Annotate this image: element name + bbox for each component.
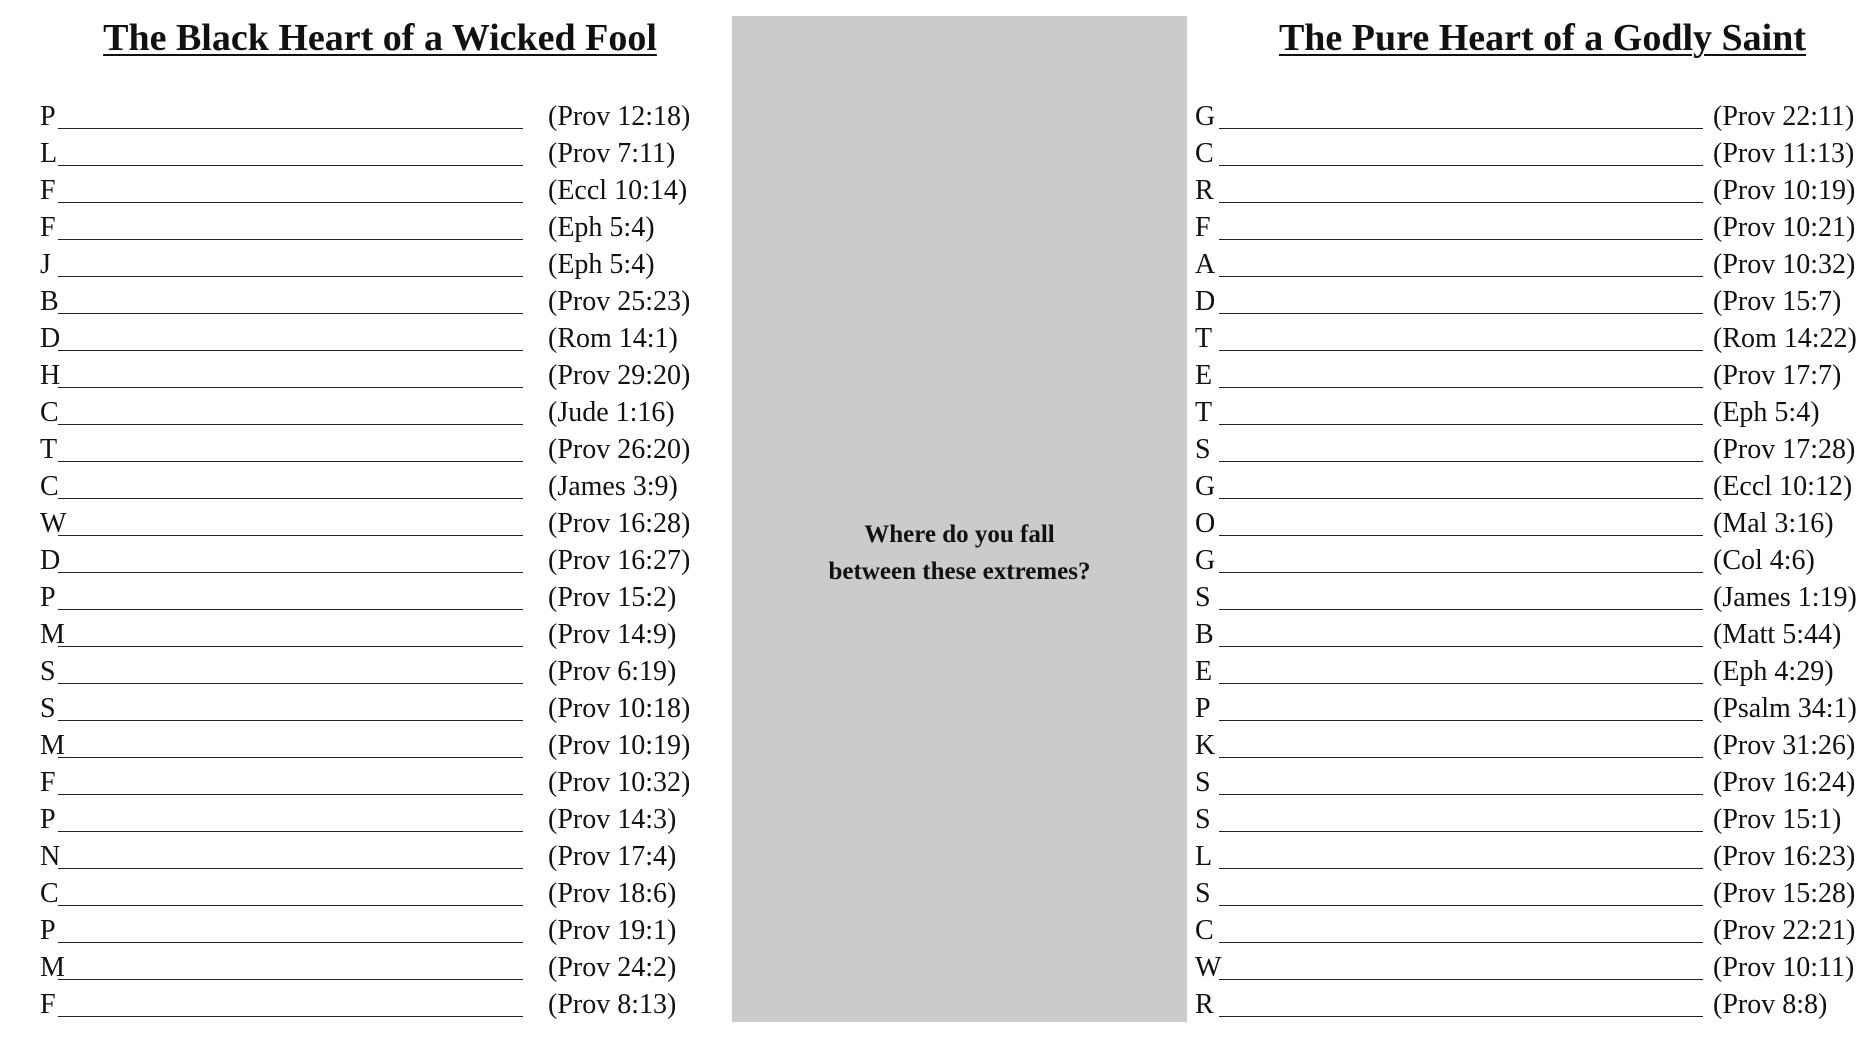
initial-letter: S (1195, 878, 1211, 909)
initial-letter: J (40, 249, 51, 280)
list-item (40, 801, 700, 838)
answer-blank[interactable] (1219, 128, 1703, 129)
initial-letter: N (40, 841, 61, 872)
scripture-reference: (Prov 14:9) (548, 619, 677, 650)
list-item (40, 209, 700, 246)
scripture-reference: (Prov 10:18) (548, 693, 691, 724)
answer-blank[interactable] (58, 1016, 523, 1017)
scripture-reference: (Prov 14:3) (548, 804, 677, 835)
answer-blank[interactable] (58, 165, 523, 166)
initial-letter: M (40, 619, 65, 650)
scripture-reference: (Prov 10:11) (1713, 952, 1855, 983)
list-item (1195, 357, 1855, 394)
initial-letter: M (40, 730, 65, 761)
answer-blank[interactable] (1219, 646, 1703, 647)
answer-blank[interactable] (1219, 461, 1703, 462)
scripture-reference: (James 1:19) (1713, 582, 1857, 613)
scripture-reference: (Prov 10:32) (548, 767, 691, 798)
list-item (40, 986, 700, 1023)
scripture-reference: (Prov 24:2) (548, 952, 677, 983)
initial-letter: S (40, 656, 56, 687)
answer-blank[interactable] (58, 535, 523, 536)
answer-blank[interactable] (58, 461, 523, 462)
list-item (40, 653, 700, 690)
initial-letter: R (1195, 175, 1214, 206)
initial-letter: C (40, 471, 59, 502)
initial-letter: M (40, 952, 65, 983)
scripture-reference: (Prov 29:20) (548, 360, 691, 391)
initial-letter: O (1195, 508, 1216, 539)
list-item (1195, 875, 1855, 912)
scripture-reference: (Prov 16:28) (548, 508, 691, 539)
answer-blank[interactable] (1219, 387, 1703, 388)
answer-blank[interactable] (1219, 1016, 1703, 1017)
answer-blank[interactable] (1219, 350, 1703, 351)
initial-letter: G (1195, 471, 1216, 502)
initial-letter: A (1195, 249, 1216, 280)
answer-blank[interactable] (58, 683, 523, 684)
initial-letter: T (1195, 397, 1213, 428)
answer-blank[interactable] (1219, 868, 1703, 869)
answer-blank[interactable] (58, 276, 523, 277)
scripture-reference: (Prov 15:28) (1713, 878, 1856, 909)
godly-saint-title: The Pure Heart of a Godly Saint (1278, 17, 1807, 59)
list-item (40, 764, 700, 801)
list-item (1195, 838, 1855, 875)
list-item (40, 357, 700, 394)
answer-blank[interactable] (58, 794, 523, 795)
scripture-reference: (Eph 5:4) (1713, 397, 1820, 428)
initial-letter: F (40, 767, 56, 798)
list-item (40, 949, 700, 986)
scripture-reference: (Prov 15:1) (1713, 804, 1842, 835)
scripture-reference: (Prov 17:4) (548, 841, 677, 872)
list-item (40, 431, 700, 468)
list-item (1195, 505, 1855, 542)
initial-letter: W (40, 508, 67, 539)
initial-letter: P (40, 804, 56, 835)
scripture-reference: (Prov 11:13) (1713, 138, 1855, 169)
wicked-fool-list (40, 98, 700, 1023)
answer-blank[interactable] (58, 979, 523, 980)
scripture-reference: (Prov 8:8) (1713, 989, 1828, 1020)
answer-blank[interactable] (58, 868, 523, 869)
answer-blank[interactable] (58, 757, 523, 758)
list-item (1195, 283, 1855, 320)
initial-letter: F (40, 175, 56, 206)
answer-blank[interactable] (58, 350, 523, 351)
scripture-reference: (Prov 10:19) (1713, 175, 1856, 206)
list-item (1195, 209, 1855, 246)
scripture-reference: (Prov 12:18) (548, 101, 691, 132)
answer-blank[interactable] (58, 239, 523, 240)
answer-blank[interactable] (1219, 202, 1703, 203)
initial-letter: C (40, 878, 59, 909)
answer-blank[interactable] (58, 572, 523, 573)
answer-blank[interactable] (58, 387, 523, 388)
answer-blank[interactable] (1219, 942, 1703, 943)
answer-blank[interactable] (1219, 979, 1703, 980)
answer-blank[interactable] (1219, 572, 1703, 573)
scripture-reference: (Rom 14:22) (1713, 323, 1857, 354)
scripture-reference: (Prov 19:1) (548, 915, 677, 946)
list-item (1195, 727, 1855, 764)
list-item (40, 616, 700, 653)
scripture-reference: (Prov 7:11) (548, 138, 676, 169)
answer-blank[interactable] (1219, 165, 1703, 166)
answer-blank[interactable] (58, 609, 523, 610)
answer-blank[interactable] (58, 831, 523, 832)
list-item (1195, 394, 1855, 431)
list-item (40, 98, 700, 135)
list-item (1195, 98, 1855, 135)
scripture-reference: (Prov 25:23) (548, 286, 691, 317)
scripture-reference: (Col 4:6) (1713, 545, 1815, 576)
answer-blank[interactable] (1219, 535, 1703, 536)
list-item (1195, 172, 1855, 209)
list-item (1195, 986, 1855, 1023)
answer-blank[interactable] (1219, 498, 1703, 499)
initial-letter: P (40, 582, 56, 613)
scripture-reference: (Prov 15:7) (1713, 286, 1842, 317)
scripture-reference: (Mal 3:16) (1713, 508, 1834, 539)
scripture-reference: (Prov 22:21) (1713, 915, 1856, 946)
answer-blank[interactable] (58, 313, 523, 314)
initial-letter: S (1195, 804, 1211, 835)
initial-letter: F (1195, 212, 1211, 243)
answer-blank[interactable] (1219, 905, 1703, 906)
scripture-reference: (Eccl 10:12) (1713, 471, 1853, 502)
initial-letter: L (40, 138, 58, 169)
answer-blank[interactable] (1219, 720, 1703, 721)
scripture-reference: (James 3:9) (548, 471, 678, 502)
list-item (40, 394, 700, 431)
initial-letter: B (1195, 619, 1214, 650)
scripture-reference: (Jude 1:16) (548, 397, 675, 428)
initial-letter: P (40, 915, 56, 946)
list-item (40, 246, 700, 283)
scripture-reference: (Eph 5:4) (548, 212, 655, 243)
initial-letter: C (1195, 138, 1214, 169)
list-item (40, 727, 700, 764)
list-item (40, 542, 700, 579)
scripture-reference: (Matt 5:44) (1713, 619, 1842, 650)
initial-letter: T (40, 434, 58, 465)
middle-question (732, 516, 1187, 590)
list-item (40, 838, 700, 875)
list-item (1195, 690, 1855, 727)
list-item (1195, 431, 1855, 468)
scripture-reference: (Rom 14:1) (548, 323, 678, 354)
scripture-reference: (Prov 16:24) (1713, 767, 1856, 798)
answer-blank[interactable] (1219, 609, 1703, 610)
scripture-reference: (Prov 16:27) (548, 545, 691, 576)
list-item (40, 912, 700, 949)
initial-letter: H (40, 360, 61, 391)
list-item (1195, 653, 1855, 690)
initial-letter: D (1195, 286, 1216, 317)
initial-letter: K (1195, 730, 1216, 761)
initial-letter: P (1195, 693, 1211, 724)
list-item (40, 875, 700, 912)
answer-blank[interactable] (58, 424, 523, 425)
list-item (40, 505, 700, 542)
list-item (1195, 801, 1855, 838)
scripture-reference: (Prov 31:26) (1713, 730, 1856, 761)
answer-blank[interactable] (58, 646, 523, 647)
scripture-reference: (Prov 6:19) (548, 656, 677, 687)
list-item (1195, 320, 1855, 357)
answer-blank[interactable] (1219, 757, 1703, 758)
initial-letter: C (40, 397, 59, 428)
wicked-fool-title: The Black Heart of a Wicked Fool (103, 17, 657, 59)
answer-blank[interactable] (1219, 683, 1703, 684)
answer-blank[interactable] (1219, 831, 1703, 832)
list-item (1195, 468, 1855, 505)
scripture-reference: (Prov 10:19) (548, 730, 691, 761)
answer-blank[interactable] (58, 202, 523, 203)
scripture-reference: (Prov 10:21) (1713, 212, 1856, 243)
list-item (1195, 246, 1855, 283)
initial-letter: G (1195, 545, 1216, 576)
list-item (40, 283, 700, 320)
scripture-reference: (Eccl 10:14) (548, 175, 688, 206)
initial-letter: P (40, 101, 56, 132)
initial-letter: F (40, 989, 56, 1020)
initial-letter: S (40, 693, 56, 724)
initial-letter: T (1195, 323, 1213, 354)
godly-saint-list (1195, 98, 1855, 1023)
middle-panel (732, 16, 1187, 1022)
scripture-reference: (Prov 26:20) (548, 434, 691, 465)
list-item (40, 579, 700, 616)
answer-blank[interactable] (1219, 424, 1703, 425)
answer-blank[interactable] (58, 128, 523, 129)
scripture-reference: (Prov 18:6) (548, 878, 677, 909)
initial-letter: R (1195, 989, 1214, 1020)
initial-letter: S (1195, 434, 1211, 465)
scripture-reference: (Prov 17:7) (1713, 360, 1842, 391)
list-item (40, 172, 700, 209)
initial-letter: E (1195, 360, 1213, 391)
list-item (40, 135, 700, 172)
initial-letter: S (1195, 582, 1211, 613)
initial-letter: F (40, 212, 56, 243)
scripture-reference: (Prov 16:23) (1713, 841, 1856, 872)
answer-blank[interactable] (1219, 276, 1703, 277)
initial-letter: L (1195, 841, 1213, 872)
list-item (1195, 579, 1855, 616)
list-item (40, 320, 700, 357)
initial-letter: C (1195, 915, 1214, 946)
middle-question-line-1: Where do you fall (864, 521, 1055, 548)
scripture-reference: (Eph 5:4) (548, 249, 655, 280)
list-item (1195, 616, 1855, 653)
scripture-reference: (Psalm 34:1) (1713, 693, 1857, 724)
initial-letter: E (1195, 656, 1213, 687)
list-item (1195, 135, 1855, 172)
list-item (1195, 912, 1855, 949)
answer-blank[interactable] (1219, 794, 1703, 795)
answer-blank[interactable] (58, 498, 523, 499)
initial-letter: W (1195, 952, 1222, 983)
scripture-reference: (Prov 10:32) (1713, 249, 1856, 280)
initial-letter: B (40, 286, 59, 317)
answer-blank[interactable] (58, 942, 523, 943)
list-item (40, 468, 700, 505)
scripture-reference: (Prov 22:11) (1713, 101, 1855, 132)
list-item (40, 690, 700, 727)
initial-letter: G (1195, 101, 1216, 132)
scripture-reference: (Prov 15:2) (548, 582, 677, 613)
answer-blank[interactable] (58, 720, 523, 721)
answer-blank[interactable] (1219, 313, 1703, 314)
scripture-reference: (Eph 4:29) (1713, 656, 1834, 687)
initial-letter: S (1195, 767, 1211, 798)
middle-question-line-2: between these extremes? (828, 558, 1091, 585)
initial-letter: D (40, 323, 61, 354)
scripture-reference: (Prov 8:13) (548, 989, 677, 1020)
initial-letter: D (40, 545, 61, 576)
answer-blank[interactable] (1219, 239, 1703, 240)
list-item (1195, 949, 1855, 986)
scripture-reference: (Prov 17:28) (1713, 434, 1856, 465)
list-item (1195, 542, 1855, 579)
answer-blank[interactable] (58, 905, 523, 906)
list-item (1195, 764, 1855, 801)
